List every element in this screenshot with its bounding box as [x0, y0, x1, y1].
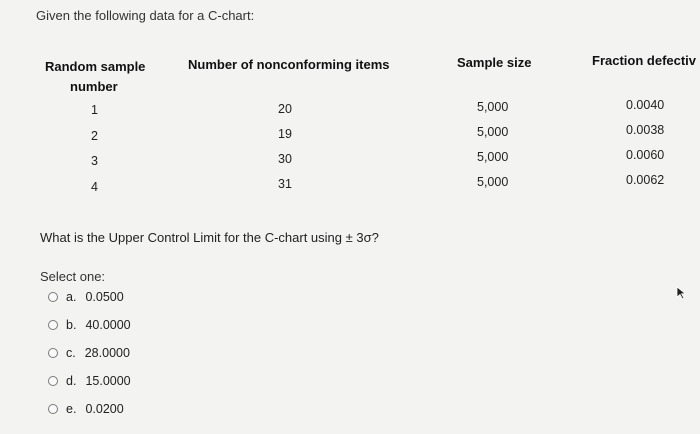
- question-text: What is the Upper Control Limit for the C-chart using ± 3σ?: [40, 230, 379, 245]
- cell-fraction: 0.0060: [626, 148, 665, 162]
- option-letter: b.: [66, 318, 77, 332]
- cell-sample-number: 1: [91, 103, 98, 117]
- radio-button[interactable]: [48, 292, 58, 302]
- answer-option-d[interactable]: [48, 373, 131, 389]
- option-value: 15.0000: [85, 374, 131, 388]
- cell-sample-size: 5,000: [477, 125, 509, 139]
- header-sample-number-line1: Random sample: [45, 59, 146, 74]
- answer-option-c[interactable]: [48, 345, 130, 361]
- cell-nonconforming: 30: [278, 152, 292, 166]
- mouse-pointer-icon: [676, 286, 688, 300]
- header-nonconforming: Number of nonconforming items: [188, 57, 390, 72]
- cell-sample-number: 4: [91, 180, 98, 194]
- option-letter: e.: [66, 402, 77, 416]
- option-letter: d.: [66, 374, 77, 388]
- answer-option-a[interactable]: [48, 289, 124, 305]
- option-value: 40.0000: [85, 318, 131, 332]
- radio-button[interactable]: [48, 376, 58, 386]
- cell-sample-number: 2: [91, 129, 98, 143]
- option-value: 0.0200: [85, 402, 124, 416]
- radio-button[interactable]: [48, 404, 58, 414]
- radio-button[interactable]: [48, 320, 58, 330]
- cell-sample-size: 5,000: [477, 175, 509, 189]
- cell-fraction: 0.0040: [626, 98, 665, 112]
- answer-option-e[interactable]: [48, 401, 124, 417]
- option-letter: c.: [66, 346, 76, 360]
- header-sample-size: Sample size: [457, 55, 532, 70]
- cell-nonconforming: 20: [278, 102, 292, 116]
- answer-option-b[interactable]: [48, 317, 131, 333]
- option-letter: a.: [66, 290, 77, 304]
- radio-button[interactable]: [48, 348, 58, 358]
- select-one-label: Select one:: [40, 269, 106, 284]
- question-intro: Given the following data for a C-chart:: [36, 8, 255, 23]
- option-value: 28.0000: [84, 346, 130, 360]
- header-fraction-defective: Fraction defectiv: [592, 53, 697, 68]
- cell-sample-size: 5,000: [477, 100, 509, 114]
- cell-nonconforming: 19: [278, 127, 292, 141]
- header-sample-number-line2: number: [70, 79, 118, 94]
- cell-sample-size: 5,000: [477, 150, 509, 164]
- cell-sample-number: 3: [91, 154, 98, 168]
- option-value: 0.0500: [85, 290, 124, 304]
- cell-fraction: 0.0062: [626, 173, 665, 187]
- cell-fraction: 0.0038: [626, 123, 665, 137]
- cell-nonconforming: 31: [278, 177, 292, 191]
